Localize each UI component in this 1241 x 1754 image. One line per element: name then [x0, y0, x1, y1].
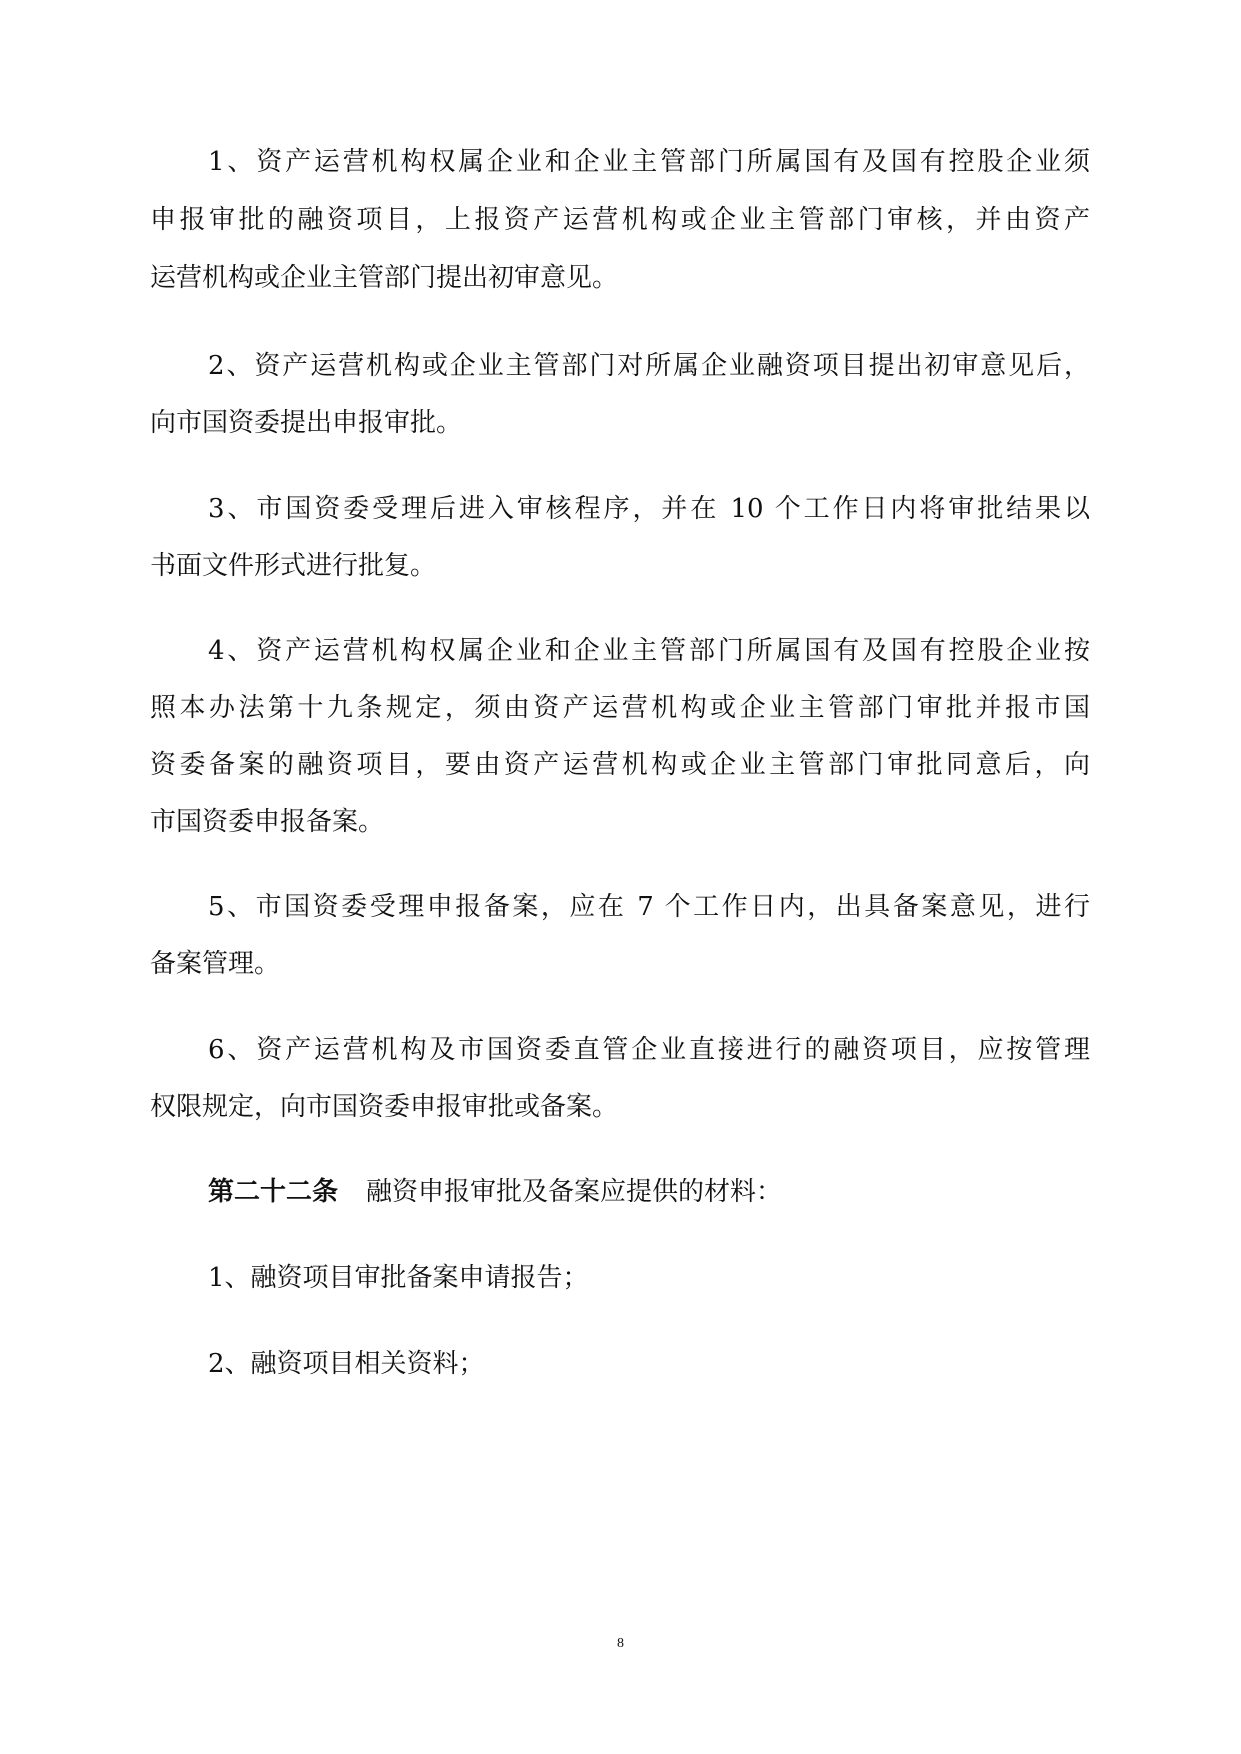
- paragraph-2-line-2: 向市国资委提出申报审批。: [150, 408, 463, 438]
- paragraph-4-line-4: 市国资委申报备案。: [150, 807, 385, 837]
- page-number: 8: [617, 1636, 624, 1651]
- paragraph-6-line-1: 6、资产运营机构及市国资委直管企业直接进行的融资项目，应按管理: [208, 1035, 1090, 1065]
- paragraph-4-line-1: 4、资产运营机构权属企业和企业主管部门所属国有及国有控股企业按: [208, 636, 1090, 666]
- paragraph-3-line-1: 3、市国资委受理后进入审核程序，并在 10 个工作日内将审批结果以: [208, 494, 1090, 524]
- article-text: 融资申报审批及备案应提供的材料：: [366, 1177, 783, 1207]
- paragraph-4-line-3: 资委备案的融资项目，要由资产运营机构或企业主管部门审批同意后，向: [150, 750, 1090, 780]
- paragraph-3-line-2: 书面文件形式进行批复。: [150, 551, 437, 581]
- paragraph-1-line-3: 运营机构或企业主管部门提出初审意见。: [150, 263, 619, 293]
- paragraph-2-line-1: 2、资产运营机构或企业主管部门对所属企业融资项目提出初审意见后，: [208, 351, 1090, 381]
- article-heading: [208, 1172, 1090, 1212]
- paragraph-6-line-2: 权限规定，向市国资委申报审批或备案。: [150, 1092, 619, 1122]
- paragraph-5-line-1: 5、市国资委受理申报备案，应在 7 个工作日内，出具备案意见，进行: [208, 892, 1090, 922]
- paragraph-4-line-2: 照本办法第十九条规定，须由资产运营机构或企业主管部门审批并报市国: [150, 693, 1090, 723]
- list-item-2: 2、融资项目相关资料；: [208, 1349, 485, 1379]
- list-item-1: 1、融资项目审批备案申请报告；: [208, 1263, 589, 1293]
- article-number: 第二十二条: [208, 1177, 339, 1207]
- paragraph-5-line-2: 备案管理。: [150, 949, 281, 979]
- paragraph-1-line-1: 1、资产运营机构权属企业和企业主管部门所属国有及国有控股企业须: [208, 147, 1090, 177]
- paragraph-1-line-2: 申报审批的融资项目，上报资产运营机构或企业主管部门审核，并由资产: [150, 205, 1090, 235]
